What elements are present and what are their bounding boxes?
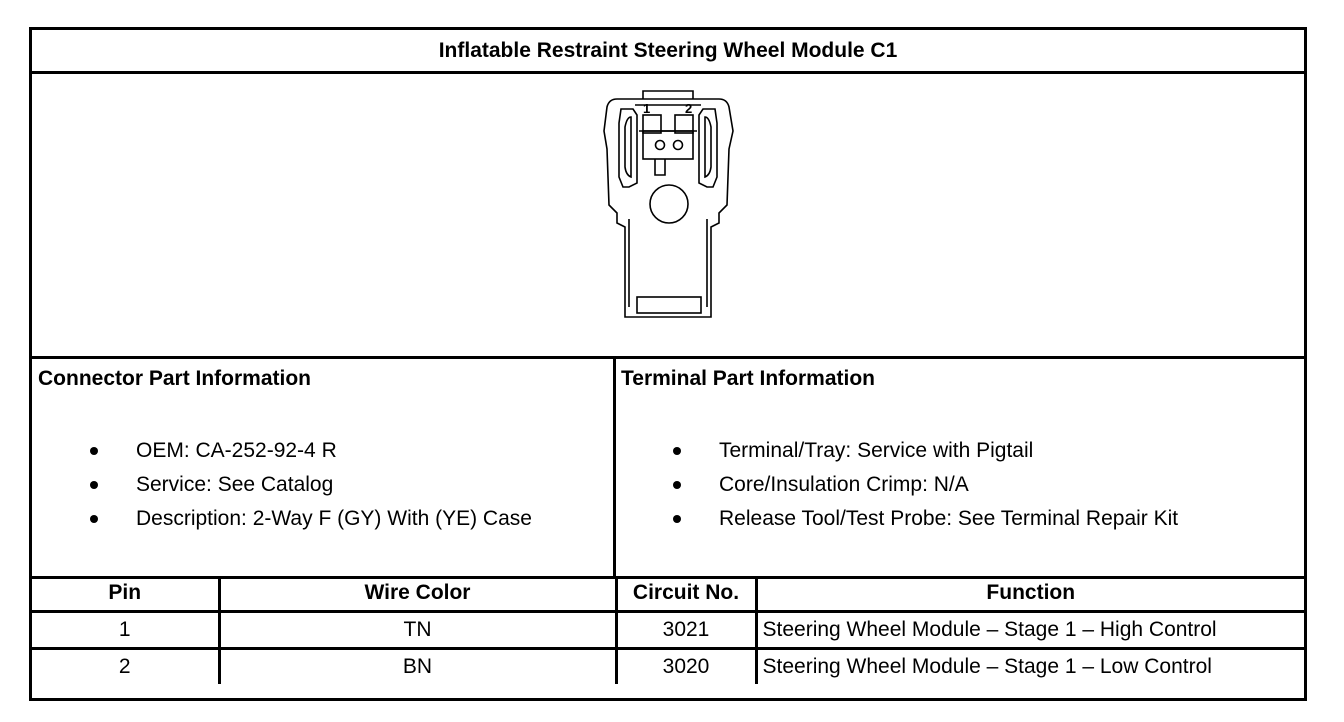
table-row [32,649,1304,685]
bullet-icon [673,515,681,523]
connector-info-service: Service: See Catalog [136,473,334,496]
cell-function: Steering Wheel Module – Stage 1 – High Control [756,612,1304,649]
pin-1-label: 1 [643,101,651,116]
cell-circuit-no: 3021 [616,612,756,649]
pin-2-label: 2 [685,101,693,116]
cell-circuit-no: 3020 [616,649,756,685]
part-information-row [32,359,1304,579]
pin-table [32,576,1304,684]
header-wire-color: Wire Color [219,576,616,612]
cell-pin: 1 [32,612,219,649]
terminal-info-tray: Terminal/Tray: Service with Pigtail [719,439,1034,462]
sheet-title: Inflatable Restraint Steering Wheel Module C1 [32,30,1304,74]
table-header-row [32,576,1304,612]
connector-part-info [32,359,616,576]
connector-face-drawing [599,87,739,337]
bullet-icon [673,481,681,489]
header-circuit-no: Circuit No. [616,576,756,612]
connector-diagram-area [32,71,1304,359]
terminal-info-release-tool: Release Tool/Test Probe: See Terminal Repair Kit [719,507,1179,530]
connector-info-heading: Connector Part Information [38,367,312,390]
bullet-icon [90,447,98,455]
terminal-info-heading: Terminal Part Information [621,367,875,390]
cell-wire-color: BN [219,649,616,685]
terminal-info-crimp: Core/Insulation Crimp: N/A [719,473,969,496]
connector-sheet [29,27,1307,701]
bullet-icon [90,515,98,523]
table-row [32,612,1304,649]
cell-pin: 2 [32,649,219,685]
connector-info-oem: OEM: CA-252-92-4 R [136,439,337,462]
bullet-icon [673,447,681,455]
header-function: Function [756,576,1304,612]
cell-function: Steering Wheel Module – Stage 1 – Low Control [756,649,1304,685]
header-pin: Pin [32,576,219,612]
connector-info-description: Description: 2-Way F (GY) With (YE) Case [136,507,532,530]
cell-wire-color: TN [219,612,616,649]
bullet-icon [90,481,98,489]
terminal-part-info [616,359,1304,576]
